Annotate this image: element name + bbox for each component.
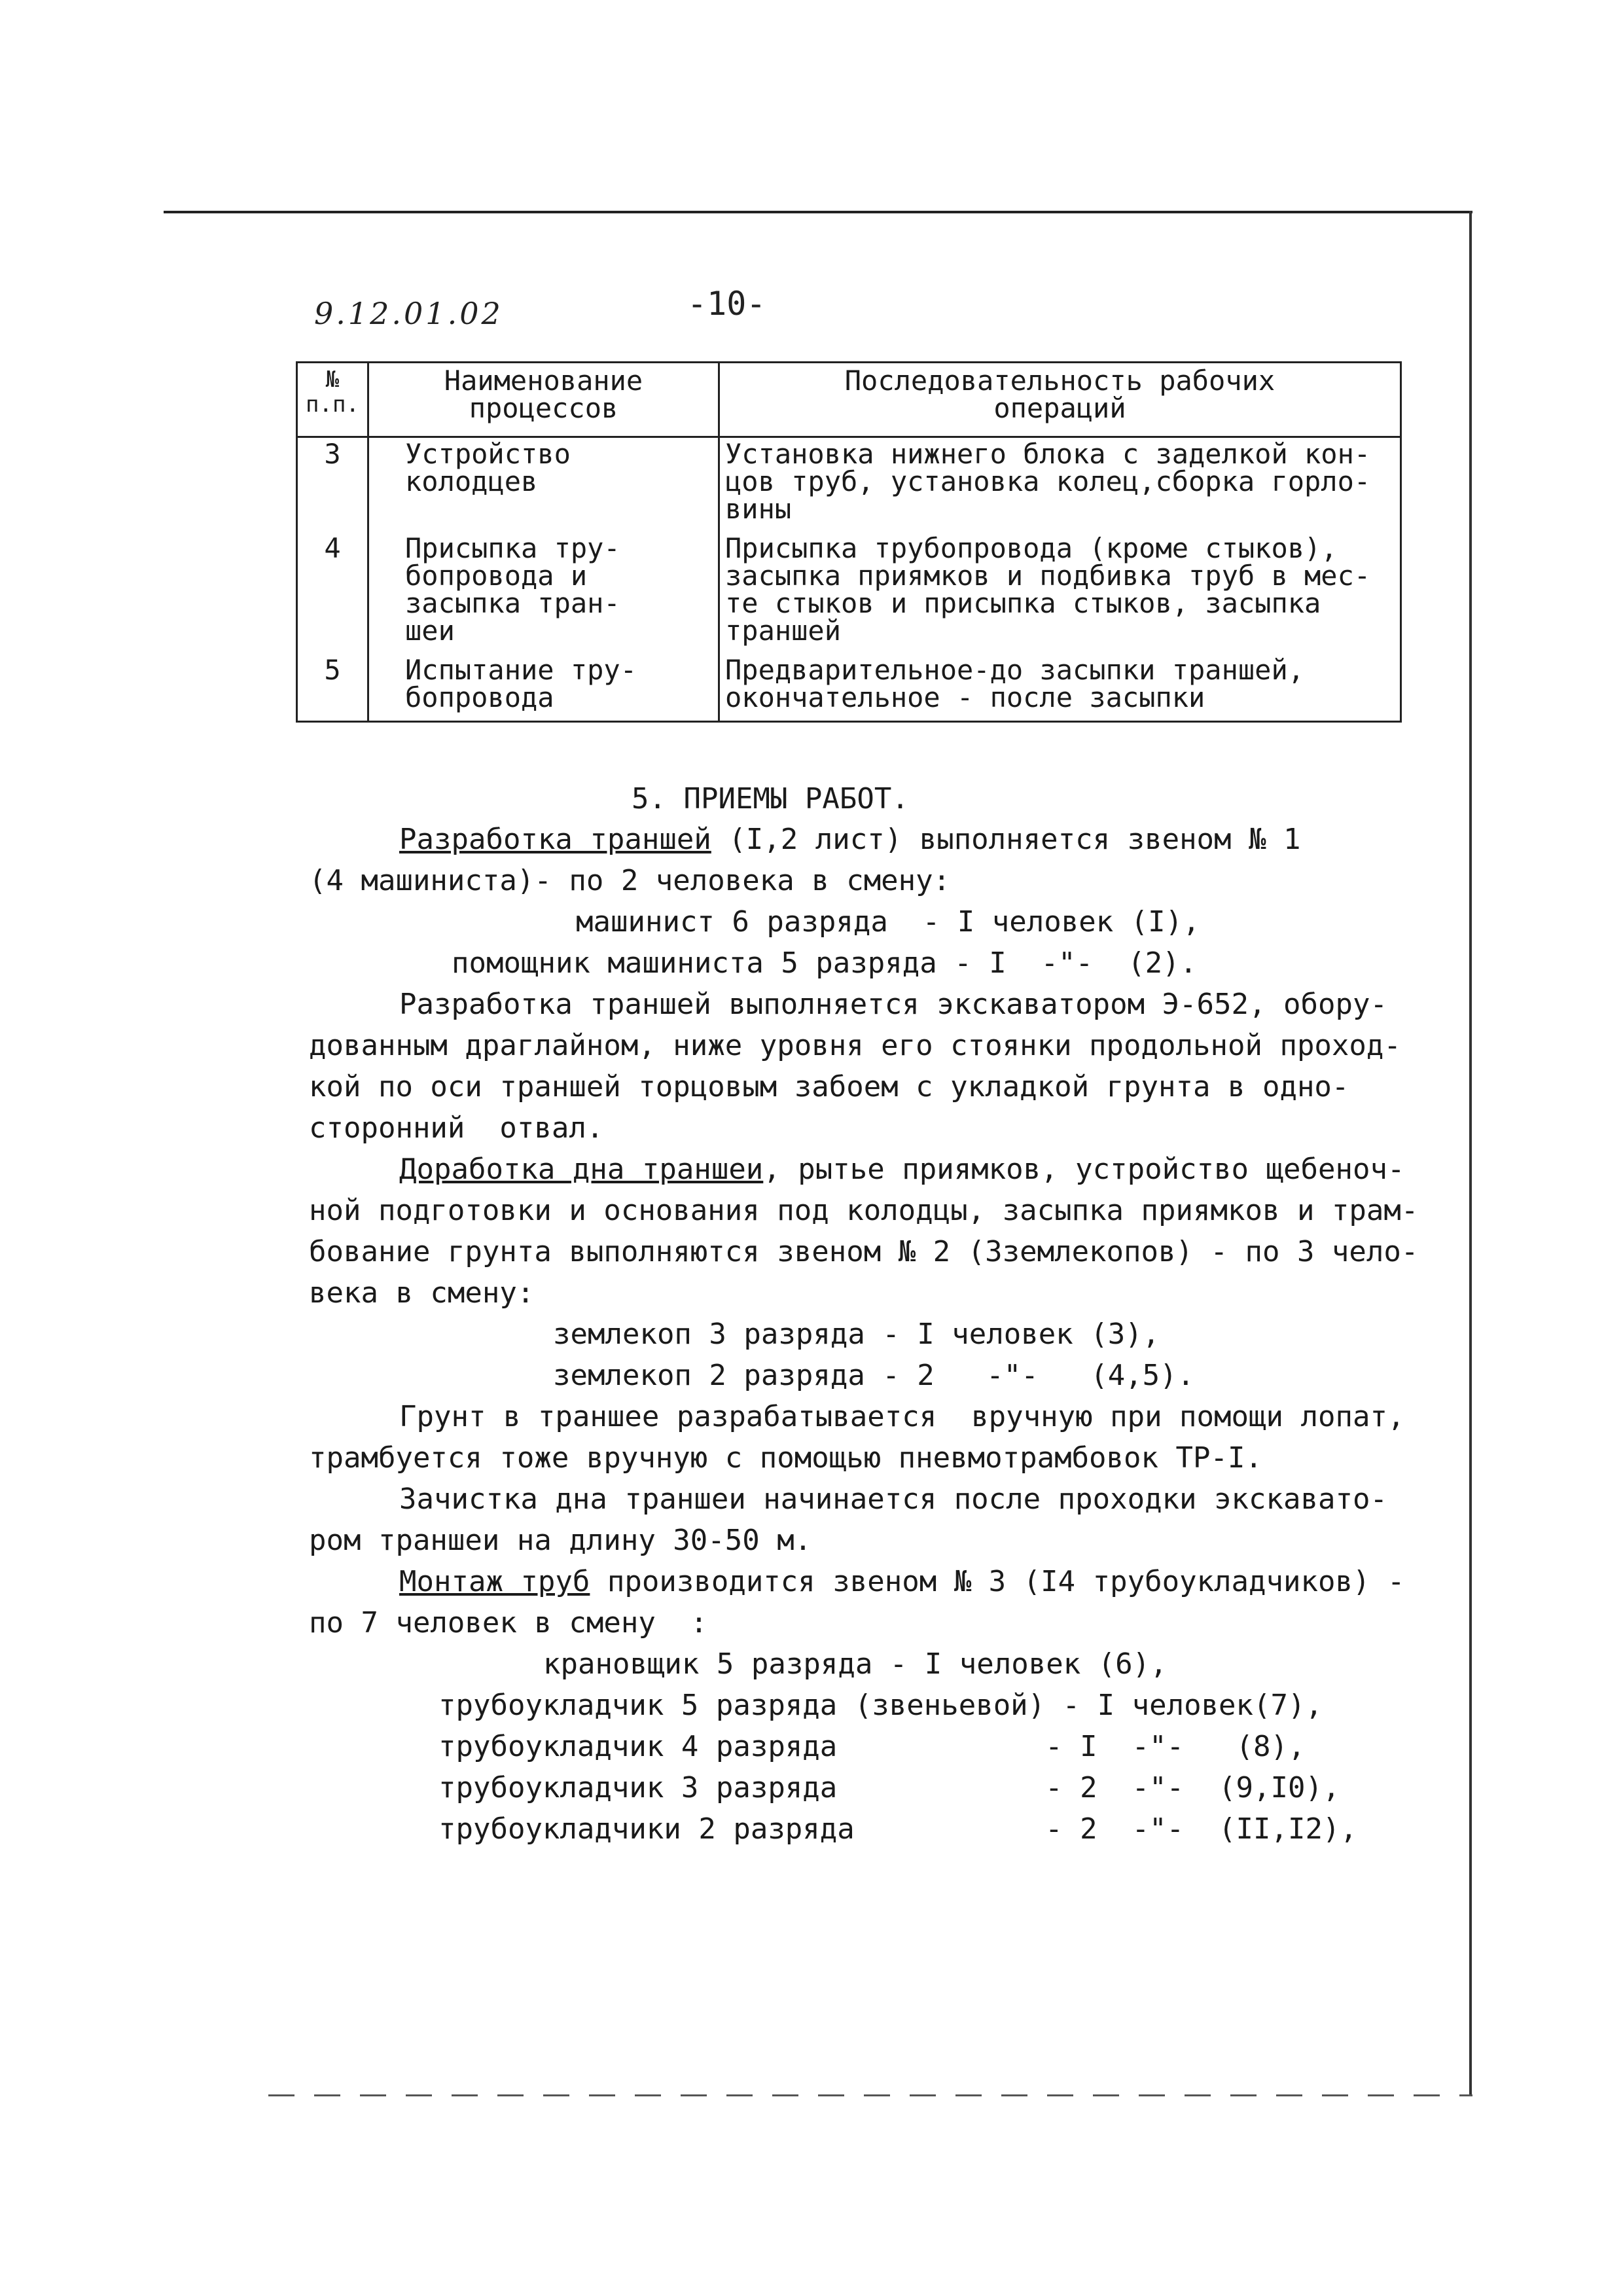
- underlined-term: Разработка траншей: [399, 823, 711, 856]
- paragraph-line: века в смену:: [309, 1276, 535, 1310]
- paragraph-line: бование грунта выполняются звеном № 2 (3землекопов) - по 3 чело-: [309, 1235, 1419, 1268]
- paragraph-line: Разработка траншей (I,2 лист) выполняется звеном № 1: [399, 823, 1301, 856]
- frame-bottom-border: [268, 2094, 1472, 2096]
- paragraph-line: ной подготовки и основания под колодцы, засыпка приямков и трам-: [309, 1194, 1419, 1227]
- paragraph-line: (4 машиниста)- по 2 человека в смену:: [309, 864, 951, 897]
- paragraph-line: кой по оси траншей торцовым забоем с укладкой грунта в одно-: [309, 1070, 1349, 1103]
- row-number: 4: [297, 532, 368, 654]
- row-operations: Установка нижнего блока с заделкой кон- цов труб, установка колец,сборка горло- вины: [719, 437, 1401, 533]
- underlined-term: Монтаж труб: [399, 1565, 590, 1598]
- paragraph-line: трубоукладчик 5 разряда (звеньевой) - I человек(7),: [438, 1689, 1323, 1722]
- row-process-name: Присыпка тру- бопровода и засыпка тран- шеи: [368, 532, 719, 654]
- row-number: 3: [297, 437, 368, 533]
- paragraph-line: землекоп 3 разряда - I человек (3),: [553, 1318, 1160, 1351]
- paragraph-line: трубоукладчики 2 разряда - 2 -"- (II,I2),: [438, 1812, 1357, 1846]
- paragraph-line: трамбуется тоже вручную с помощью пневмотрамбовок ТР-I.: [309, 1441, 1262, 1475]
- paragraph-line: дованным драглайном, ниже уровня его стоянки продольной проход-: [309, 1029, 1401, 1062]
- paragraph-line: машинист 6 разряда - I человек (I),: [576, 905, 1200, 939]
- operations-table: [296, 361, 1402, 723]
- paragraph-line: Доработка дна траншеи, рытье приямков, устройство щебеноч-: [399, 1153, 1405, 1186]
- section-heading: 5. ПРИЕМЫ РАБОТ.: [632, 782, 909, 816]
- paragraph-line: сторонний отвал.: [309, 1111, 604, 1145]
- paragraph-line: крановщик 5 разряда - I человек (6),: [543, 1647, 1168, 1681]
- paragraph-line: трубоукладчик 4 разряда - I -"- (8),: [438, 1730, 1306, 1763]
- row-operations: Предварительное-до засыпки траншей, окончательное - после засыпки: [719, 654, 1401, 722]
- table-row: [297, 532, 1401, 654]
- row-process-name: Устройство колодцев: [368, 437, 719, 533]
- paragraph-line: Разработка траншей выполняется экскаватором Э-652, обору-: [399, 988, 1387, 1021]
- frame-right-border: [1469, 211, 1472, 2096]
- table-row: [297, 437, 1401, 533]
- paragraph-line: Зачистка дна траншеи начинается после проходки экскавато-: [399, 1482, 1387, 1516]
- paragraph-line: Грунт в траншее разрабатывается вручную при помощи лопат,: [399, 1400, 1405, 1433]
- paragraph-line: землекоп 2 разряда - 2 -"- (4,5).: [553, 1359, 1195, 1392]
- header-process-name: Наименование процессов: [368, 363, 719, 437]
- row-operations: Присыпка трубопровода (кроме стыков), засыпка приямков и подбивка труб в мес- те стыков и присыпка стыков, засыпка траншей: [719, 532, 1401, 654]
- paragraph-line: помощник машиниста 5 разряда - I -"- (2).: [452, 946, 1198, 980]
- paragraph-line: Монтаж труб производится звеном № 3 (I4 трубоукладчиков) -: [399, 1565, 1405, 1598]
- header-operations: Последовательность рабочих операций: [719, 363, 1401, 437]
- document-code: 9.12.01.02: [314, 296, 503, 331]
- row-process-name: Испытание тру- бопровода: [368, 654, 719, 722]
- paragraph-line: по 7 человек в смену :: [309, 1606, 708, 1640]
- paragraph-line: трубоукладчик 3 разряда - 2 -"- (9,I0),: [438, 1771, 1340, 1804]
- paragraph-line: ром траншеи на длину 30-50 м.: [309, 1524, 812, 1557]
- header-number: № п.п.: [297, 363, 368, 437]
- table-row: [297, 654, 1401, 722]
- row-number: 5: [297, 654, 368, 722]
- page-number: -10-: [687, 285, 766, 323]
- underlined-term: Доработка дна траншеи: [399, 1153, 764, 1186]
- table-header-row: [297, 363, 1401, 437]
- frame-top-border: [164, 211, 1472, 213]
